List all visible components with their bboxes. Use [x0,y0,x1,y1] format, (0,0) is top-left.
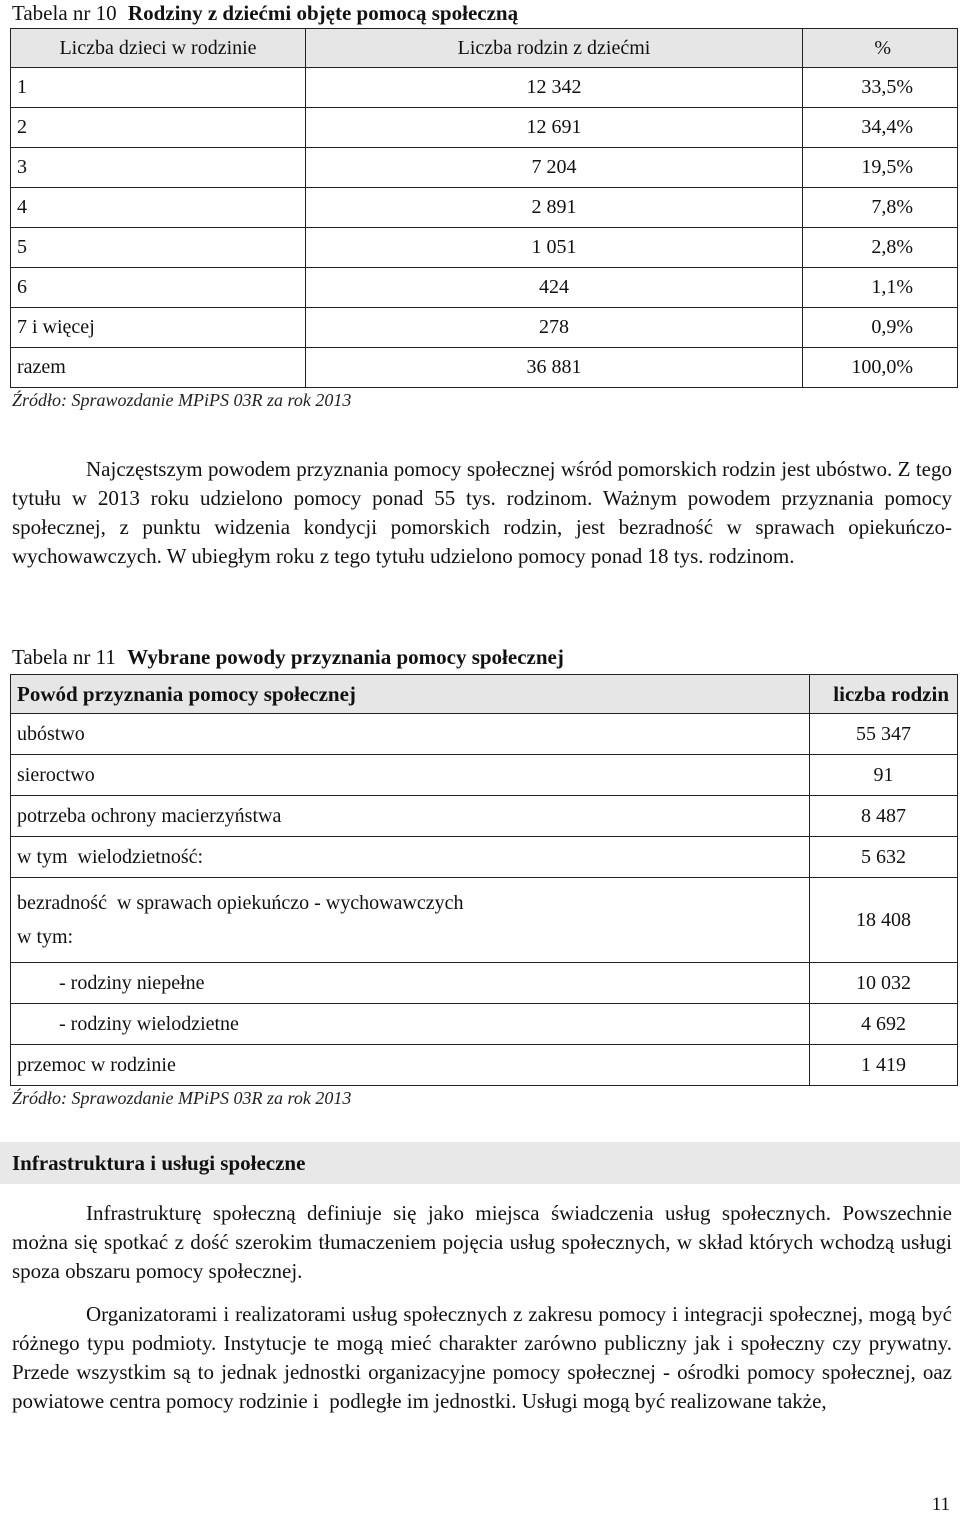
table-cell: 7 i więcej [11,308,306,348]
table-cell: 8 487 [810,796,958,837]
table11-caption-title: Wybrane powody przyznania pomocy społecznej [127,645,564,669]
table-cell: 12 691 [306,108,803,148]
table-cell: razem [11,348,306,388]
table-cell: - rodziny wielodzietne [11,1004,810,1045]
table11-header-row [11,675,958,714]
paragraph-text: Organizatorami i realizatorami usług społecznych z zakresu pomocy i integracji społecznej, mogą być różnego typu podmioty. Instytucje te mogą mieć charakter zarówno publiczny jak i społeczny czy prywatny. Przede wszystkim są to jednak jednostki organizacyjne pomocy społecznej - ośrodki pomocy społecznej, oaz powiatowe centra pomocy rodzinie i podległe im jednostki. Usługi mogą być realizowane także, [12,1302,958,1413]
table-row [11,796,958,837]
table-cell: 4 692 [810,1004,958,1045]
table10-header-families: Liczba rodzin z dziećmi [306,29,803,68]
table-cell: - rodziny niepełne [11,963,810,1004]
section-heading-text: Infrastruktura i usługi społeczne [12,1151,306,1175]
table-row [11,108,958,148]
table-row [11,348,958,388]
table-cell: 1,1% [803,268,958,308]
table-cell: 0,9% [803,308,958,348]
table-cell: 1 [11,68,306,108]
table-cell: 7,8% [803,188,958,228]
table10 [10,28,958,388]
table-cell: 5 [11,228,306,268]
paragraph-organizers [12,1300,958,1416]
table-cell: 10 032 [810,963,958,1004]
table-row [11,878,958,963]
table11 [10,674,958,1086]
paragraph-poverty [12,455,952,571]
table-cell: 19,5% [803,148,958,188]
table-row [11,308,958,348]
table-row [11,228,958,268]
table-cell: 7 204 [306,148,803,188]
table-cell: ubóstwo [11,714,810,755]
table11-header-reason: Powód przyznania pomocy społecznej [11,675,810,714]
table-cell: 2 [11,108,306,148]
table10-caption-prefix: Tabela nr 10 [12,1,117,25]
table-cell: 100,0% [803,348,958,388]
table-cell: 33,5% [803,68,958,108]
table-cell: 1 051 [306,228,803,268]
table11-source: Źródło: Sprawozdanie MPiPS 03R za rok 2013 [12,1088,352,1108]
table-row [11,714,958,755]
table-cell: w tym wielodzietność: [11,837,810,878]
table-cell: 36 881 [306,348,803,388]
table-row [11,837,958,878]
table-row [11,963,958,1004]
table11-caption [12,644,564,670]
table-cell: 2,8% [803,228,958,268]
table-row [11,1004,958,1045]
paragraph-text: Infrastrukturę społeczną definiuje się jako miejsca świadczenia usług społecznych. Powszechnie można się spotkać z dość szerokim tłumaczeniem pojęcia usług społecznych, w skład których wchodzą usługi spoza obszaru pomocy społecznej. [12,1201,952,1283]
section-heading [0,1142,960,1184]
table-cell: 2 891 [306,188,803,228]
table-row [11,188,958,228]
table-row [11,148,958,188]
table-cell: 18 408 [810,878,958,963]
paragraph-text: Najczęstszym powodem przyznania pomocy społecznej wśród pomorskich rodzin jest ubóstwo. Z tego tytułu w 2013 roku udzielono pomocy ponad 55 tys. rodzinom. Ważnym powodem przyznania pomocy społecznej, z punktu widzenia kondycji pomorskich rodzin, jest bezradność w sprawach opiekuńczo-wychowawczych. W ubiegłym roku z tego tytułu udzielono pomocy ponad 18 tys. rodzinom. [12,457,952,568]
table-cell: potrzeba ochrony macierzyństwa [11,796,810,837]
table-row [11,268,958,308]
table11-caption-prefix: Tabela nr 11 [12,645,116,669]
table-cell: 3 [11,148,306,188]
table10-header-children: Liczba dzieci w rodzinie [11,29,306,68]
table-cell: 12 342 [306,68,803,108]
table-cell: przemoc w rodzinie [11,1045,810,1086]
table-row [11,1045,958,1086]
table-cell: 91 [810,755,958,796]
table-cell-line: bezradność w sprawach opiekuńczo - wychowawczych [17,892,464,914]
table-cell: 55 347 [810,714,958,755]
table-cell-line: w tym: [17,926,74,948]
table11-header-count: liczba rodzin [810,675,958,714]
table-row [11,68,958,108]
table-cell: 6 [11,268,306,308]
table-cell: 278 [306,308,803,348]
table-cell: 4 [11,188,306,228]
table10-caption-title: Rodziny z dziećmi objęte pomocą społeczną [127,1,519,25]
table10-header-percent: % [803,29,958,68]
table10-header-row [11,29,958,68]
table-cell: 424 [306,268,803,308]
table-row [11,755,958,796]
table-cell: sieroctwo [11,755,810,796]
table-cell: 1 419 [810,1045,958,1086]
table-cell [11,878,810,963]
table-cell: 5 632 [810,837,958,878]
table10-caption [12,0,518,26]
table-cell: 34,4% [803,108,958,148]
paragraph-infrastructure [12,1199,952,1286]
table10-source: Źródło: Sprawozdanie MPiPS 03R za rok 2013 [12,390,352,410]
page-number: 11 [931,1494,950,1515]
